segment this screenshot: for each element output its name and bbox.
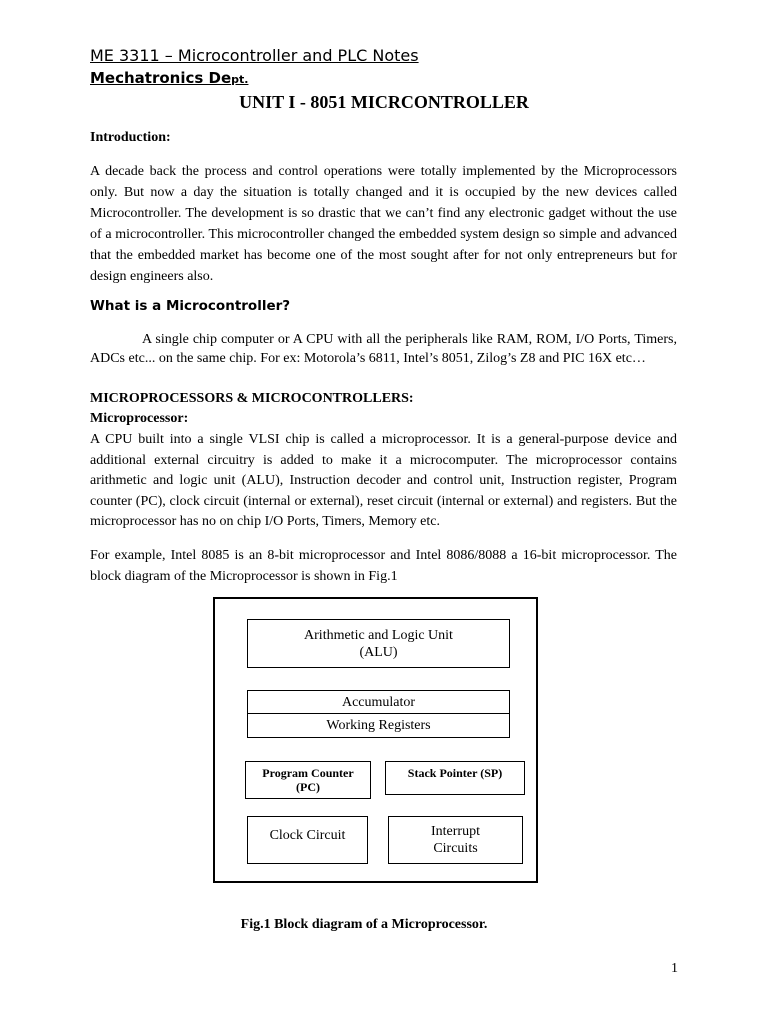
program-counter-label: Program Counter	[262, 766, 354, 780]
microprocessor-block-diagram	[213, 597, 538, 883]
program-counter-abbrev: (PC)	[296, 780, 320, 794]
stack-pointer-label: Stack Pointer (SP)	[407, 766, 503, 780]
interrupt-circuits-block	[388, 816, 523, 864]
accumulator-row: Accumulator	[248, 691, 509, 714]
department-header	[90, 69, 248, 87]
introduction-paragraph: A decade back the process and control operations were totally implemented by the Microprocessors only. But now a day the situation is totally changed and it is occupied by the new devices called Microcontroller. The development is so drastic that we can’t find any electronic gadget without the use of a microcontroller. This microcontroller changed the embedded system design so simple and advanced that the embedded market has become one of the most sought after for not only entrepreneurs but for design engineers also.	[90, 164, 677, 284]
alu-label: Arithmetic and Logic Unit	[304, 627, 453, 643]
mp-mc-heading: MICROPROCESSORS & MICROCONTROLLERS:	[90, 391, 414, 406]
register-block	[247, 690, 510, 738]
alu-abbrev: (ALU)	[359, 644, 398, 660]
working-registers-row: Working Registers	[326, 718, 431, 733]
clock-circuit-label: Clock Circuit	[269, 828, 346, 843]
what-is-heading: What is a Microcontroller?	[90, 298, 291, 314]
unit-title: UNIT I - 8051 MICRCONTROLLER	[239, 92, 529, 112]
figure-caption: Fig.1 Block diagram of a Microprocessor.	[240, 917, 488, 932]
program-counter-block	[245, 761, 371, 799]
what-is-paragraph: A single chip computer or A CPU with all the peripherals like RAM, ROM, I/O Ports, Timers, ADCs etc... on the same chip. For ex: Motorola’s 6811, Intel’s 8051, Zilog’s Z8 and PIC 16X etc…	[90, 332, 677, 366]
clock-circuit-block	[247, 816, 368, 864]
circuits-label: Circuits	[433, 841, 478, 856]
department-name: Mechatronics De	[90, 69, 232, 87]
department-suffix: pt.	[231, 73, 249, 86]
page-number: 1	[671, 961, 678, 976]
introduction-heading: Introduction:	[90, 130, 171, 145]
microprocessor-subheading: Microprocessor:	[90, 411, 189, 426]
alu-block	[247, 619, 510, 668]
course-header: ME 3311 – Microcontroller and PLC Notes	[90, 46, 419, 65]
interrupt-label: Interrupt	[431, 824, 480, 839]
stack-pointer-block	[385, 761, 525, 795]
example-paragraph: For example, Intel 8085 is an 8-bit microprocessor and Intel 8086/8088 a 16-bit microprocessor. The block diagram of the Microprocessor is shown in Fig.1	[90, 548, 677, 584]
microprocessor-paragraph: A CPU built into a single VLSI chip is called a microprocessor. It is a general-purpose device and additional external circuitry is added to make it a microcomputer. The microprocessor contains arithmetic and logic unit (ALU), Instruction decoder and control unit, Instruction register, Program counter (PC), clock circuit (internal or external), reset circuit (internal or external) and registers. But the microprocessor has no on chip I/O Ports, Timers, Memory etc.	[90, 432, 677, 530]
